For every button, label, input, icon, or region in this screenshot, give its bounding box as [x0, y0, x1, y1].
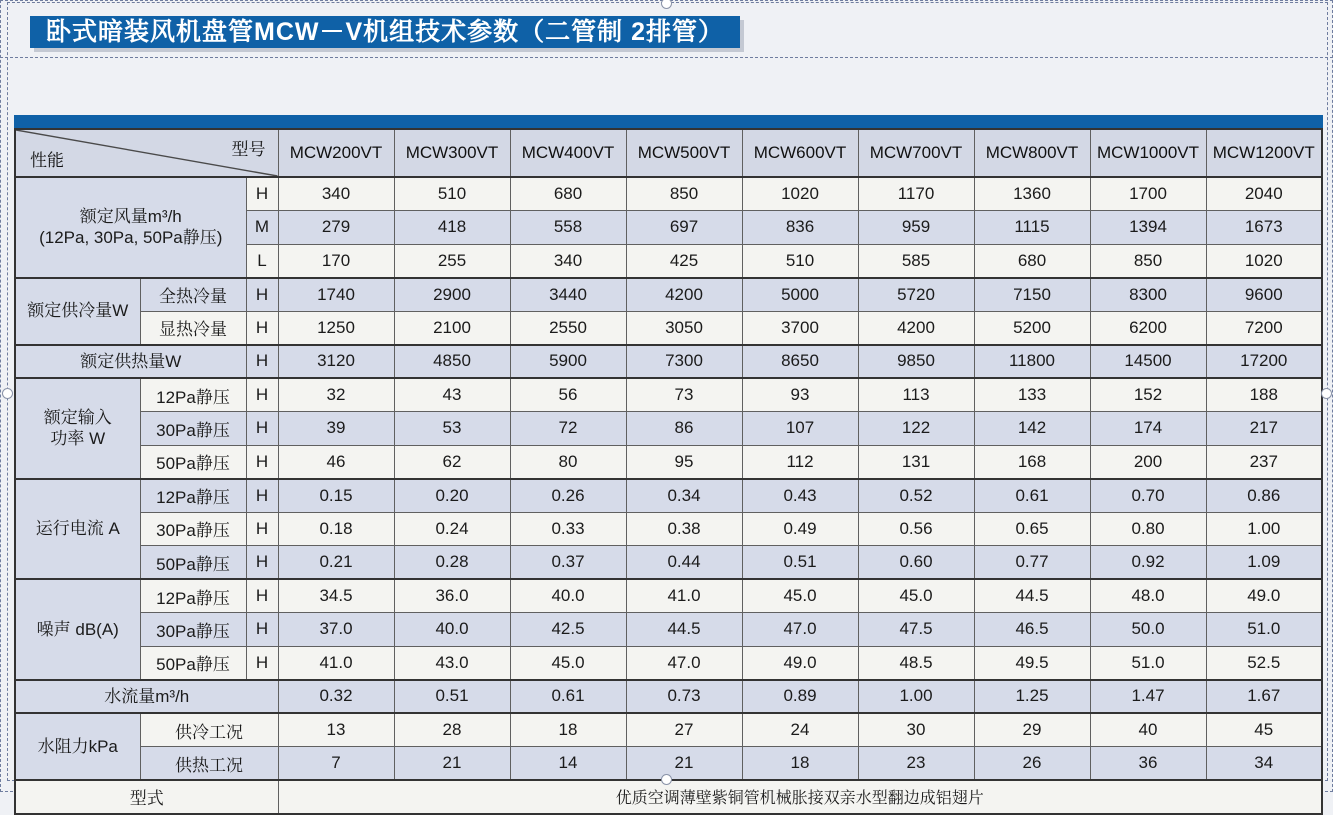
- value-cell: 18: [742, 747, 858, 781]
- value-cell: 0.73: [626, 680, 742, 714]
- value-cell: 49.0: [742, 646, 858, 680]
- value-cell: 0.56: [858, 512, 974, 546]
- value-cell: 0.92: [1090, 546, 1206, 580]
- value-cell: 1673: [1206, 211, 1322, 245]
- value-cell: 49.0: [1206, 579, 1322, 613]
- value-cell: 0.20: [394, 479, 510, 513]
- value-cell: 200: [1090, 445, 1206, 479]
- row-sub-label: 30Pa静压: [140, 613, 246, 647]
- value-cell: 1.67: [1206, 680, 1322, 714]
- row-sub-label: 50Pa静压: [140, 646, 246, 680]
- value-cell: 340: [510, 244, 626, 278]
- model-header: MCW400VT: [510, 129, 626, 177]
- row-sub-label: 供热工况: [140, 747, 278, 781]
- value-cell: 93: [742, 378, 858, 412]
- value-cell: 1.47: [1090, 680, 1206, 714]
- value-cell: 52.5: [1206, 646, 1322, 680]
- value-cell: 850: [1090, 244, 1206, 278]
- speed-cell: M: [246, 211, 278, 245]
- value-cell: 48.5: [858, 646, 974, 680]
- value-cell: 170: [278, 244, 394, 278]
- value-cell: 53: [394, 412, 510, 446]
- table-row: [15, 780, 1322, 814]
- speed-cell: H: [246, 579, 278, 613]
- value-cell: 34.5: [278, 579, 394, 613]
- value-cell: 36.0: [394, 579, 510, 613]
- row-group-label: 噪声 dB(A): [15, 579, 140, 680]
- value-cell: 21: [394, 747, 510, 781]
- value-cell: 425: [626, 244, 742, 278]
- value-cell: 56: [510, 378, 626, 412]
- selection-handle-right[interactable]: [1321, 388, 1332, 399]
- value-cell: 9850: [858, 345, 974, 379]
- value-cell: 0.65: [974, 512, 1090, 546]
- value-cell: 29: [974, 713, 1090, 747]
- value-cell: 697: [626, 211, 742, 245]
- row-group-label: 额定输入 功率 W: [15, 378, 140, 479]
- value-cell: 8300: [1090, 278, 1206, 312]
- model-header: MCW700VT: [858, 129, 974, 177]
- value-cell: 340: [278, 177, 394, 211]
- value-cell: 168: [974, 445, 1090, 479]
- value-cell: 0.61: [974, 479, 1090, 513]
- value-cell: 50.0: [1090, 613, 1206, 647]
- table-row: [15, 479, 1322, 513]
- table-row: [15, 646, 1322, 680]
- value-cell: 0.38: [626, 512, 742, 546]
- value-cell: 11800: [974, 345, 1090, 379]
- value-cell: 152: [1090, 378, 1206, 412]
- value-cell: 174: [1090, 412, 1206, 446]
- value-cell: 2100: [394, 311, 510, 345]
- speed-cell: H: [246, 345, 278, 379]
- speed-cell: H: [246, 412, 278, 446]
- value-cell: 5000: [742, 278, 858, 312]
- value-cell: 0.26: [510, 479, 626, 513]
- value-cell: 3440: [510, 278, 626, 312]
- value-cell: 73: [626, 378, 742, 412]
- value-cell: 8650: [742, 345, 858, 379]
- row-sub-label: 12Pa静压: [140, 479, 246, 513]
- value-cell: 13: [278, 713, 394, 747]
- value-cell: 0.28: [394, 546, 510, 580]
- table-row: [15, 445, 1322, 479]
- speed-cell: H: [246, 646, 278, 680]
- value-cell: 680: [974, 244, 1090, 278]
- value-cell: 44.5: [974, 579, 1090, 613]
- speed-cell: H: [246, 479, 278, 513]
- value-cell: 7150: [974, 278, 1090, 312]
- value-cell: 23: [858, 747, 974, 781]
- value-cell: 0.33: [510, 512, 626, 546]
- table-row: [15, 613, 1322, 647]
- header-row: [15, 129, 1322, 177]
- type-note-cell: 优质空调薄壁紫铜管机械胀接双亲水型翻边成铝翅片: [278, 780, 1322, 814]
- speed-cell: H: [246, 278, 278, 312]
- value-cell: 0.15: [278, 479, 394, 513]
- spec-table: [14, 128, 1323, 815]
- value-cell: 3050: [626, 311, 742, 345]
- value-cell: 1360: [974, 177, 1090, 211]
- table-row: [15, 546, 1322, 580]
- corner-performance-label: 性能: [30, 151, 64, 170]
- value-cell: 836: [742, 211, 858, 245]
- value-cell: 0.18: [278, 512, 394, 546]
- value-cell: 28: [394, 713, 510, 747]
- value-cell: 1740: [278, 278, 394, 312]
- value-cell: 1170: [858, 177, 974, 211]
- value-cell: 4200: [858, 311, 974, 345]
- value-cell: 558: [510, 211, 626, 245]
- value-cell: 4850: [394, 345, 510, 379]
- value-cell: 40: [1090, 713, 1206, 747]
- speed-cell: H: [246, 378, 278, 412]
- value-cell: 5200: [974, 311, 1090, 345]
- table-row: [15, 512, 1322, 546]
- value-cell: 80: [510, 445, 626, 479]
- value-cell: 45.0: [858, 579, 974, 613]
- value-cell: 0.51: [742, 546, 858, 580]
- value-cell: 113: [858, 378, 974, 412]
- speed-cell: H: [246, 311, 278, 345]
- value-cell: 21: [626, 747, 742, 781]
- value-cell: 131: [858, 445, 974, 479]
- value-cell: 36: [1090, 747, 1206, 781]
- table-row: [15, 177, 1322, 211]
- value-cell: 0.77: [974, 546, 1090, 580]
- value-cell: 133: [974, 378, 1090, 412]
- value-cell: 7300: [626, 345, 742, 379]
- value-cell: 122: [858, 412, 974, 446]
- table-row: [15, 579, 1322, 613]
- value-cell: 3120: [278, 345, 394, 379]
- value-cell: 279: [278, 211, 394, 245]
- value-cell: 1250: [278, 311, 394, 345]
- speed-cell: H: [246, 177, 278, 211]
- row-group-label: 额定风量m³/h (12Pa, 30Pa, 50Pa静压): [15, 177, 246, 278]
- value-cell: 45.0: [742, 579, 858, 613]
- value-cell: 1.25: [974, 680, 1090, 714]
- value-cell: 5900: [510, 345, 626, 379]
- value-cell: 5720: [858, 278, 974, 312]
- value-cell: 48.0: [1090, 579, 1206, 613]
- row-sub-label: 50Pa静压: [140, 546, 246, 580]
- corner-cell: [15, 129, 278, 177]
- value-cell: 850: [626, 177, 742, 211]
- row-sub-label: 30Pa静压: [140, 512, 246, 546]
- table-row: [15, 680, 1322, 714]
- selection-handle-bottom[interactable]: [661, 774, 672, 785]
- value-cell: 47.0: [742, 613, 858, 647]
- value-cell: 9600: [1206, 278, 1322, 312]
- value-cell: 237: [1206, 445, 1322, 479]
- value-cell: 7200: [1206, 311, 1322, 345]
- value-cell: 0.32: [278, 680, 394, 714]
- value-cell: 43: [394, 378, 510, 412]
- row-group-label: 运行电流 A: [15, 479, 140, 580]
- corner-model-label: 型号: [231, 140, 266, 159]
- value-cell: 62: [394, 445, 510, 479]
- value-cell: 510: [394, 177, 510, 211]
- value-cell: 17200: [1206, 345, 1322, 379]
- selection-handle-left[interactable]: [2, 388, 13, 399]
- value-cell: 72: [510, 412, 626, 446]
- value-cell: 418: [394, 211, 510, 245]
- value-cell: 0.37: [510, 546, 626, 580]
- value-cell: 49.5: [974, 646, 1090, 680]
- value-cell: 0.80: [1090, 512, 1206, 546]
- model-header: MCW1200VT: [1206, 129, 1322, 177]
- value-cell: 47.0: [626, 646, 742, 680]
- value-cell: 42.5: [510, 613, 626, 647]
- value-cell: 142: [974, 412, 1090, 446]
- value-cell: 959: [858, 211, 974, 245]
- value-cell: 255: [394, 244, 510, 278]
- value-cell: 27: [626, 713, 742, 747]
- value-cell: 188: [1206, 378, 1322, 412]
- value-cell: 45: [1206, 713, 1322, 747]
- value-cell: 32: [278, 378, 394, 412]
- value-cell: 0.51: [394, 680, 510, 714]
- speed-cell: L: [246, 244, 278, 278]
- value-cell: 0.86: [1206, 479, 1322, 513]
- value-cell: 18: [510, 713, 626, 747]
- value-cell: 3700: [742, 311, 858, 345]
- value-cell: 1394: [1090, 211, 1206, 245]
- spec-table-area: [14, 115, 1323, 815]
- speed-cell: H: [246, 512, 278, 546]
- value-cell: 6200: [1090, 311, 1206, 345]
- row-sub-label: 显热冷量: [140, 311, 246, 345]
- value-cell: 1.00: [1206, 512, 1322, 546]
- value-cell: 107: [742, 412, 858, 446]
- row-sub-label: 供冷工况: [140, 713, 278, 747]
- row-sub-label: 12Pa静压: [140, 378, 246, 412]
- value-cell: 47.5: [858, 613, 974, 647]
- value-cell: 217: [1206, 412, 1322, 446]
- value-cell: 0.52: [858, 479, 974, 513]
- value-cell: 0.61: [510, 680, 626, 714]
- row-group-label: 水流量m³/h: [15, 680, 278, 714]
- value-cell: 7: [278, 747, 394, 781]
- value-cell: 51.0: [1206, 613, 1322, 647]
- row-group-label: 额定供热量W: [15, 345, 246, 379]
- value-cell: 24: [742, 713, 858, 747]
- value-cell: 585: [858, 244, 974, 278]
- row-sub-label: 全热冷量: [140, 278, 246, 312]
- value-cell: 1.09: [1206, 546, 1322, 580]
- value-cell: 26: [974, 747, 1090, 781]
- table-row: [15, 311, 1322, 345]
- table-row: [15, 345, 1322, 379]
- speed-cell: H: [246, 613, 278, 647]
- value-cell: 0.44: [626, 546, 742, 580]
- row-group-label: 水阻力kPa: [15, 713, 140, 780]
- value-cell: 1.00: [858, 680, 974, 714]
- selection-handle-top[interactable]: [661, 0, 672, 9]
- row-sub-label: 30Pa静压: [140, 412, 246, 446]
- page-title: 卧式暗装风机盘管MCW－V机组技术参数（二管制 2排管）: [30, 16, 740, 48]
- value-cell: 14: [510, 747, 626, 781]
- value-cell: 0.34: [626, 479, 742, 513]
- value-cell: 4200: [626, 278, 742, 312]
- value-cell: 2550: [510, 311, 626, 345]
- value-cell: 1020: [1206, 244, 1322, 278]
- model-header: MCW600VT: [742, 129, 858, 177]
- value-cell: 37.0: [278, 613, 394, 647]
- table-top-accent-bar: [14, 115, 1323, 128]
- value-cell: 0.70: [1090, 479, 1206, 513]
- value-cell: 39: [278, 412, 394, 446]
- value-cell: 0.24: [394, 512, 510, 546]
- value-cell: 0.60: [858, 546, 974, 580]
- value-cell: 46: [278, 445, 394, 479]
- table-row: [15, 412, 1322, 446]
- value-cell: 51.0: [1090, 646, 1206, 680]
- row-group-label: 额定供冷量W: [15, 278, 140, 345]
- value-cell: 14500: [1090, 345, 1206, 379]
- value-cell: 86: [626, 412, 742, 446]
- model-header: MCW200VT: [278, 129, 394, 177]
- model-header: MCW500VT: [626, 129, 742, 177]
- value-cell: 40.0: [510, 579, 626, 613]
- value-cell: 510: [742, 244, 858, 278]
- model-header: MCW300VT: [394, 129, 510, 177]
- speed-cell: H: [246, 445, 278, 479]
- table-row: [15, 713, 1322, 747]
- value-cell: 40.0: [394, 613, 510, 647]
- value-cell: 34: [1206, 747, 1322, 781]
- value-cell: 46.5: [974, 613, 1090, 647]
- table-row: [15, 378, 1322, 412]
- value-cell: 30: [858, 713, 974, 747]
- value-cell: 1115: [974, 211, 1090, 245]
- row-sub-label: 50Pa静压: [140, 445, 246, 479]
- value-cell: 680: [510, 177, 626, 211]
- speed-cell: H: [246, 546, 278, 580]
- row-sub-label: 12Pa静压: [140, 579, 246, 613]
- value-cell: 1700: [1090, 177, 1206, 211]
- model-header: MCW1000VT: [1090, 129, 1206, 177]
- value-cell: 45.0: [510, 646, 626, 680]
- value-cell: 2040: [1206, 177, 1322, 211]
- table-row: [15, 278, 1322, 312]
- value-cell: 41.0: [626, 579, 742, 613]
- model-header: MCW800VT: [974, 129, 1090, 177]
- value-cell: 44.5: [626, 613, 742, 647]
- value-cell: 0.89: [742, 680, 858, 714]
- value-cell: 41.0: [278, 646, 394, 680]
- value-cell: 95: [626, 445, 742, 479]
- value-cell: 112: [742, 445, 858, 479]
- row-group-label: 型式: [15, 780, 278, 814]
- value-cell: 43.0: [394, 646, 510, 680]
- value-cell: 0.49: [742, 512, 858, 546]
- value-cell: 0.43: [742, 479, 858, 513]
- value-cell: 2900: [394, 278, 510, 312]
- value-cell: 1020: [742, 177, 858, 211]
- selection-divider-line: [0, 57, 1333, 58]
- value-cell: 0.21: [278, 546, 394, 580]
